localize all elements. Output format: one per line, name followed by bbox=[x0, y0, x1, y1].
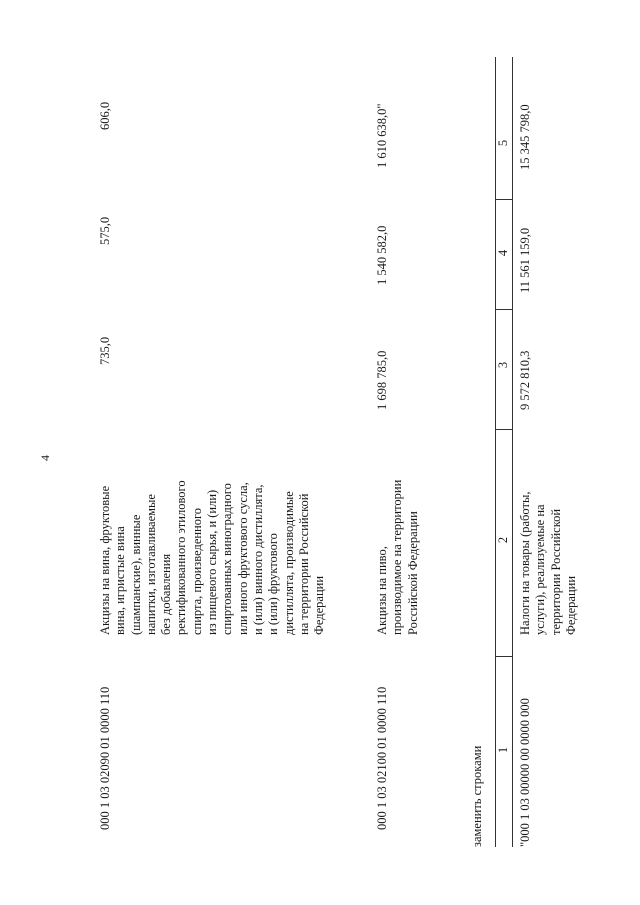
row-name-line: из пищевого сырья, и (или) bbox=[205, 489, 220, 635]
table-header-border bbox=[512, 57, 513, 847]
replace-instruction: заменить строками bbox=[470, 745, 484, 847]
row-name-line: и (или) винного дистиллята, bbox=[250, 484, 265, 635]
row-name-line: спирта, произведенного bbox=[189, 507, 204, 635]
table-column-divider bbox=[495, 199, 512, 200]
row-value-col5: 1 610 638,0" bbox=[375, 103, 389, 168]
row-value-col4: 575,0 bbox=[98, 216, 112, 245]
table-top-border bbox=[495, 57, 496, 847]
row-name-line: Федерации bbox=[312, 575, 327, 635]
table-row-name-line: территории Российской bbox=[548, 508, 563, 635]
table-row-name-line: Налоги на товары (работы, bbox=[518, 491, 532, 635]
table-row-name bbox=[518, 440, 579, 635]
row-name-line: дистиллята, производимые bbox=[281, 491, 296, 635]
row-name-line: (шампанские), винные bbox=[128, 514, 143, 635]
row-code: 000 1 03 02100 01 0000 110 bbox=[375, 686, 389, 830]
row-name-line: Акцизы на пиво, bbox=[375, 546, 389, 635]
row-name-line: и (или) фруктового bbox=[266, 533, 281, 635]
row-value-col3: 1 698 785,0 bbox=[375, 350, 389, 410]
row-name bbox=[98, 440, 327, 635]
table-header-cell: 4 bbox=[496, 249, 510, 257]
row-name-line: напитки, изготавливаемые bbox=[143, 494, 158, 635]
table-header-cell: 2 bbox=[496, 536, 510, 544]
row-name-line: Российской Федерации bbox=[405, 511, 420, 635]
row-name-line: без добавления bbox=[159, 553, 174, 635]
table-column-divider bbox=[495, 429, 512, 430]
table-row-value-col4: 11 561 159,0 bbox=[518, 227, 532, 293]
row-name-line: ректификованного этилового bbox=[174, 480, 189, 635]
row-name-line: вина, игристые вина bbox=[113, 526, 128, 635]
row-value-col4: 1 540 582,0 bbox=[375, 225, 389, 285]
table-row-name-line: услуги), реализуемые на bbox=[533, 504, 548, 635]
row-name-line: производимое на территории bbox=[390, 479, 405, 635]
row-value-col3: 735,0 bbox=[98, 336, 112, 365]
table-row-code: "000 1 03 00000 00 0000 000 bbox=[518, 698, 532, 847]
table-row-name-line: Федерации bbox=[563, 575, 578, 635]
table-column-divider bbox=[495, 309, 512, 310]
row-name-line: на территории Российской bbox=[296, 493, 311, 635]
row-name-line: или иного фруктового сусла, bbox=[235, 482, 250, 635]
row-code: 000 1 03 02090 01 0000 110 bbox=[98, 686, 112, 830]
table-column-divider bbox=[495, 656, 512, 657]
row-name bbox=[375, 440, 421, 635]
page-number: 4 bbox=[38, 455, 52, 461]
row-name-line: Акцизы на вина, фруктовые bbox=[98, 485, 112, 635]
table-row-value-col3: 9 572 810,3 bbox=[518, 350, 532, 410]
row-value-col5: 606,0 bbox=[98, 101, 112, 130]
table-header-cell: 1 bbox=[496, 746, 510, 754]
table-header-cell: 5 bbox=[496, 139, 510, 147]
table-row-value-col5: 15 345 798,0 bbox=[518, 104, 532, 170]
row-name-line: спиртованных виноградного bbox=[220, 483, 235, 635]
table-header-cell: 3 bbox=[496, 361, 510, 369]
